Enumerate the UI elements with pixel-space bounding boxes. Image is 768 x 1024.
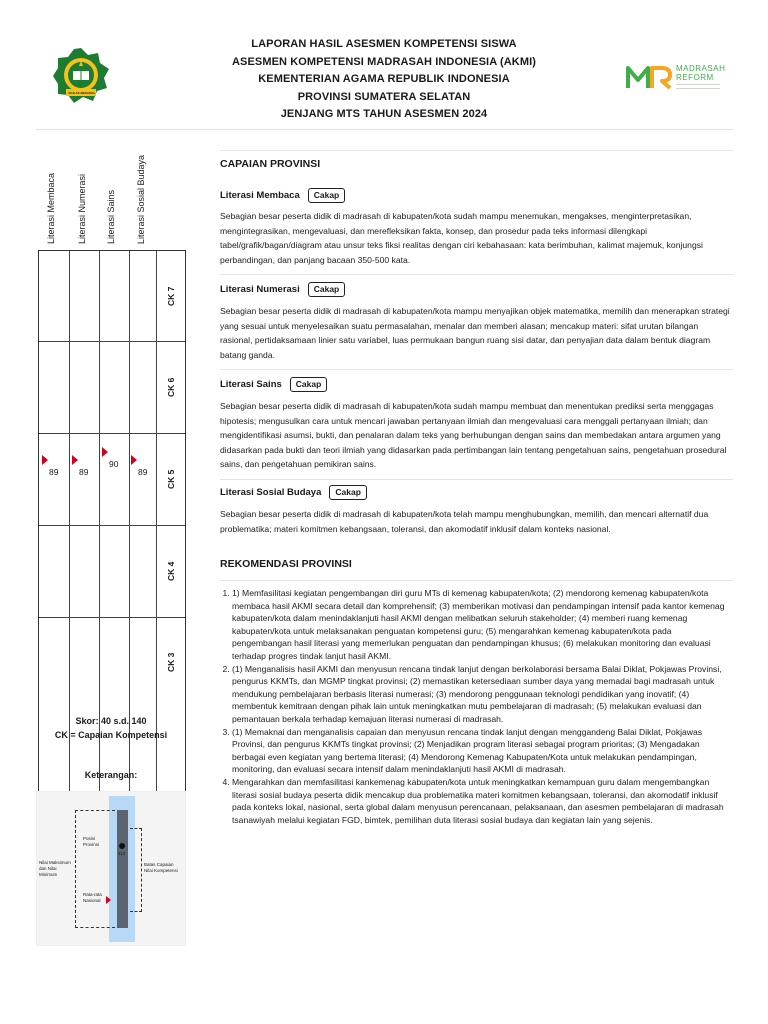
title-line-4: PROVINSI SUMATERA SELATAN [297,90,471,103]
chart-grid [38,250,186,830]
capaian-numerasi-badge: Cakap [308,282,346,297]
column-header-sains: Literasi Sains [106,189,116,244]
legend-label-rata: Rata-rata Nasional [83,892,102,903]
capaian-sosial-budaya-heading [220,485,367,500]
capaian-sosial-budaya-name: Literasi Sosial Budaya [220,487,322,498]
column-header-numerasi: Literasi Numerasi [77,173,87,244]
logo-text-madrasah: MADRASAH [676,64,726,73]
capaian-sains-name: Literasi Sains [220,379,282,390]
legend-label-posisi: Posisi Provinsi [83,836,100,847]
section-divider [220,150,733,151]
score-marker-membaca [42,455,48,465]
rekomendasi-item: 3. (1) Memaknai dan menganalisis capaian dan menyusun rencana tindak lanjut dengan menggandeng Balai Diklat, Pokjawas Provinsi, dan pengurus KKMTs tingkat provinsi; (2) Menjadikan program literasi sebagai program prioritas; (3) Mengadakan berbagai even kegiatan yang bertema literasi; (4) Mendorong Kemenag Kabupaten/Kota untuk melakukan pendampingan, monitoring, dan evaluasi secara intensif dalam menindaklanjuti hasil AKMI di madrasah. [232,726,733,776]
section-divider [220,580,733,581]
rekomendasi-item: 2. (1) Menganalisis hasil AKMI dan menyusun rencana tindak lanjut dengan berkolaborasi bersama Balai Diklat, Pokjawas Provinsi, pengurus KKMTs, dan MGMP tingkat provinsi; (2) memastikan ketersediaan sumber daya yang memadai bagi madrasah untuk mendukung pembelajaran berbasis literasi numerasi; (3) mendorong penggunaan teknologi pendidikan yang inovatif; (4) membentuk kemitraan dengan pihak lain untuk meningkatkan mutu pembelajaran di madrasah; (5) melakukan evaluasi dan pemantauan berkala terhadap kemajuan literasi numerasi di madrasah. [232,663,733,726]
legend-average-marker [106,896,111,904]
capaian-sains-heading [220,377,327,392]
report-title [190,36,578,124]
legend-bracket-right [130,828,142,912]
score-marker-sains [102,447,108,457]
report-header [0,0,768,128]
score-marker-sosial-budaya [131,455,137,465]
score-marker-numerasi [72,455,78,465]
grid-vline [99,251,100,829]
kemenag-logo-icon [52,47,110,105]
ikhlas-beramal-ribbon: IKHLAS BERAMAL [68,91,96,95]
madrasah-reform-logo [626,58,736,98]
capaian-numerasi-name: Literasi Numerasi [220,284,300,295]
rekomendasi-title: REKOMENDASI PROVINSI [220,558,352,570]
rekomendasi-list [220,587,733,826]
score-value-sains: 90 [109,459,119,469]
item-divider [220,479,733,480]
level-label-ck5: CK 5 [166,469,176,489]
legend-label-min-max: Nilai Maksimum dan Nilai Minimum [39,860,71,877]
capaian-title: CAPAIAN PROVINSI [220,158,321,170]
legend-position-dot [119,843,125,849]
capaian-membaca-name: Literasi Membaca [220,190,300,201]
chart-column-headers [36,130,186,246]
column-header-sosial-budaya: Literasi Sosial Budaya [136,154,146,244]
title-line-2: ASESMEN KOMPETENSI MADRASAH INDONESIA (AKMI) [231,55,537,68]
legend-bar [117,810,128,928]
item-divider [220,369,733,370]
legend-diagram [36,791,186,946]
title-line-3: KEMENTERIAN AGAMA REPUBLIK INDONESIA [258,73,510,85]
legend-label-value: 113 [118,851,126,856]
skor-range-text: Skor: 40 s.d. 140 [75,716,147,726]
madrasah-reform-mark-icon [626,62,672,92]
legend-label-batas: Batas Capaian Nilai Kompetensi [144,862,178,873]
capaian-sains-badge: Cakap [290,377,328,392]
capaian-sosial-budaya-badge: Cakap [329,485,367,500]
capaian-sosial-budaya-text: Sebagian besar peserta didik di madrasah di kabupaten/kota telah mampu menghubungkan, memilih, dan mencari alternatif dua problematika; materi komitmen kebangsaan, toleransi, dan akomodatif inklusif dalam konteks nasional. [220,509,709,534]
item-divider [220,274,733,275]
ck-definition-text: CK = Capaian Kompetensi [54,730,168,740]
logo-decoration [676,84,720,89]
score-chart-panel [36,130,186,1010]
level-label-ck6: CK 6 [166,377,176,397]
level-label-ck4: CK 4 [166,561,176,581]
level-label-ck7: CK 7 [166,286,176,306]
score-value-numerasi: 89 [79,467,89,477]
title-line-5: JENJANG MTS TAHUN ASESMEN 2024 [280,108,488,120]
rekomendasi-item: 4. Mengarahkan dan memfasilitasi kankemenag kabupaten/kota untuk meningkatkan kemampuan guru dalam mengembangkan literasi sosial budaya peserta didik mencakup dua problematika materi komitmen kebangsaan, toleransi, dan akomodatif inklusif pada konteks lokal, nasional, serta global dalam menyusun perencanaan, pelaksanaan, dan asesmen pembelajaran di madrasah tsanawiyah melalui kegiatan FGD, bimtek, pemilihan duta literasi sosial budaya dan kegiatan lain yang sejenis. [232,776,733,826]
legend-title: Keterangan: [84,770,138,780]
score-value-sosial-budaya: 89 [138,467,148,477]
score-range-note [36,714,186,742]
title-line-1: LAPORAN HASIL ASESMEN KOMPETENSI SISWA [251,38,517,50]
capaian-membaca-badge: Cakap [308,188,346,203]
grid-vline [129,251,130,829]
capaian-membaca-text: Sebagian besar peserta didik di madrasah di kabupaten/kota sudah mampu menemukan, mengakses, menginterpretasikan, mengintegrasikan, mengevaluasi, dan merefleksikan fakta, konsep, dan prosedur pada teks informasi dilengkapi tabel/grafik/bagan/diagram atau unsur teks fiksi realitas dengan ciri kebahasaan: kata berimbuhan, kalimat majemuk, konjungsi perbandingan, dan panjang bacaan 350-500 kata. [220,211,703,265]
capaian-membaca-heading [220,188,345,203]
logo-text-reform: REFORM [676,73,714,82]
column-header-membaca: Literasi Membaca [46,172,56,244]
score-value-membaca: 89 [49,467,59,477]
legend-bracket-left [75,810,115,928]
capaian-sains-text: Sebagian besar peserta didik di madrasah di kabupaten/kota sudah mampu membuat dan menentukan prediksi serta menggagas hipotesis; mengusulkan cara untuk mencari jawaban pertanyaan ilmiah dan mengevaluasi cara menggali pertanyaan ilmiah; dan mengidentifikasi asumsi, bukti, dan penalaran dalam teks yang berhubungan dengan sains dan membedakan antara argumen yang didasarkan pada bukti dan teori ilmiah yang didasarkan pada pertimbangan lain tentang pengetahuan sains, pengetahuan prosedural sains, dan pengetahuan pemikiran sains. [220,401,727,470]
rekomendasi-item: 1. 1) Memfasilitasi kegiatan pengembangan diri guru MTs di kemenag kabupaten/kota; (2) mendorong kemenag kabupaten/kota membaca hasil AKMI secara detail dan komprehensif; (3) memberikan motivasi dan pendampingan intensif pada kantor kemenag kabupaten/kota dalam menindaklanjuti hasil AKMI dengan melibatkan seluruh stakeholder; (4) memberi ruang kemenag kabupaten/kota untuk melaksanakan penguatan kompetensi guru; (5) mengarahkan kemenag kabupaten/kota pada pengembangan hasil literasi yang memerlukan penguatan dan pendampingan khusus; (6) melakukan monitoring dan evaluasi terhadap progres tindak lanjut hasil AKMI. [232,587,733,663]
grid-vline [69,251,70,829]
capaian-numerasi-text: Sebagian besar peserta didik di madrasah di kabupaten/kota mampu menyajikan objek matematika, memilih dan menerapkan strategi yang sesuai untuk menyelesaikan suatu permasalahan, menalar dan memberi alasan; mencakup materi: sifat urutan bilangan rasional, pertidaksamaan linier satu variabel, luas permukaan bangun ruang sisi datar, dan penyajian data dalam bentuk diagram batang ganda. [220,306,730,360]
level-label-ck3: CK 3 [166,652,176,672]
capaian-numerasi-heading [220,282,345,297]
